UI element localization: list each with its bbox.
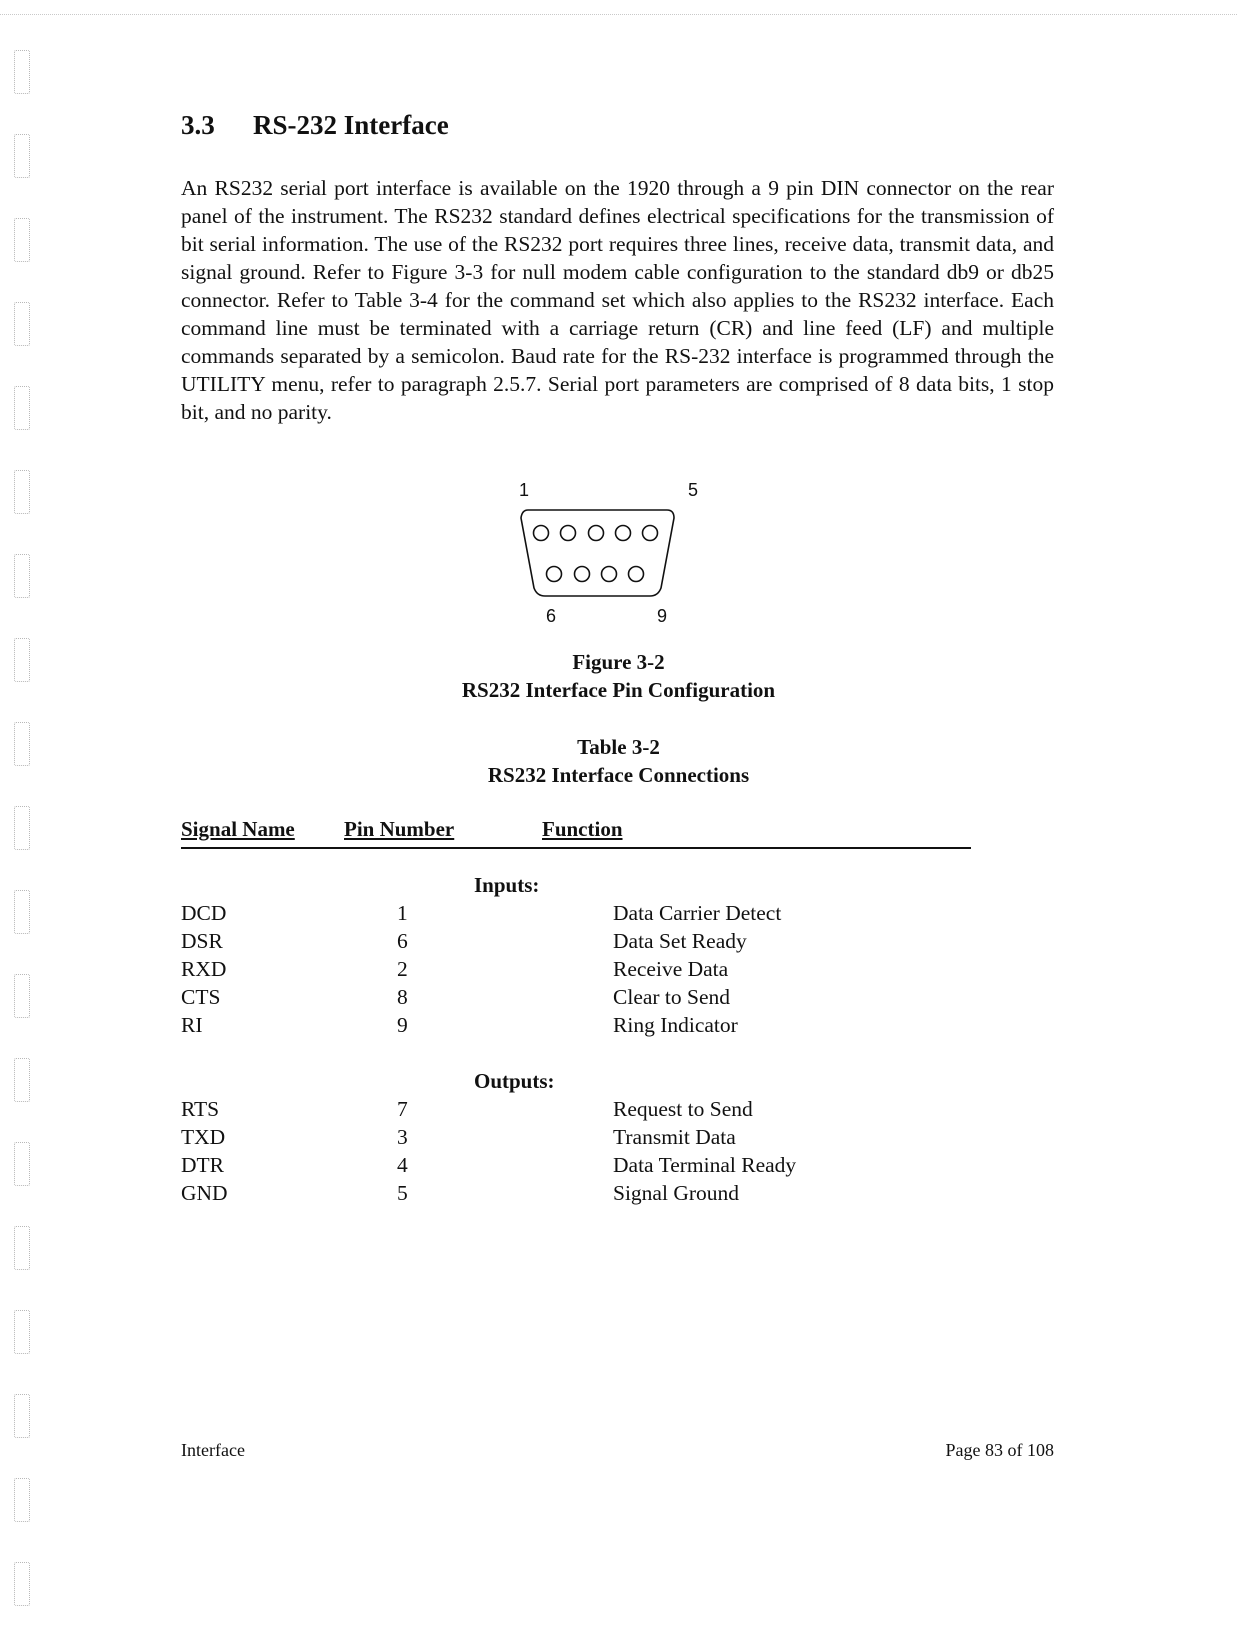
table-row <box>181 1181 981 1209</box>
binding-hole <box>14 1142 30 1186</box>
binding-hole <box>14 134 30 178</box>
binding-hole <box>14 974 30 1018</box>
header-signal-name: Signal Name <box>181 817 295 841</box>
section-title: RS-232 Interface <box>253 110 449 140</box>
function-cell: Transmit Data <box>613 1125 736 1149</box>
binding-hole <box>14 1394 30 1438</box>
table-row <box>181 901 981 929</box>
pin-number-cell: 4 <box>397 1153 408 1177</box>
footer-section-name: Interface <box>181 1440 245 1460</box>
pin-hole <box>547 567 562 582</box>
binding-hole <box>14 218 30 262</box>
section-number: 3.3 <box>181 110 215 140</box>
function-cell: Receive Data <box>613 957 729 981</box>
binding-holes <box>14 50 36 1646</box>
pin-hole <box>629 567 644 582</box>
outputs-group-label: Outputs: <box>474 1069 555 1093</box>
body-paragraph: An RS232 serial port interface is available on the 1920 through a 9 pin DIN connector on the rear panel of the instrument. The RS232 standard defines electrical specifications for the transmission of bit serial information. The use of the RS232 port requires three lines, receive data, transmit data, and signal ground. Refer to Figure 3-3 for null modem cable configuration to the standard db9 or db25 connector. Refer to Table 3-4 for the command set which also applies to the RS232 interface. Each command line must be terminated with a carriage return (CR) and line feed (LF) and multiple commands separated by a semicolon. Baud rate for the RS-232 interface is programmed through the UTILITY menu, refer to paragraph 2.5.7. Serial port parameters are comprised of 8 data bits, 1 stop bit, and no parity. <box>181 176 1054 424</box>
binding-hole <box>14 1058 30 1102</box>
binding-hole <box>14 1226 30 1270</box>
pin-hole <box>602 567 617 582</box>
function-cell: Data Set Ready <box>613 929 747 953</box>
function-cell: Data Carrier Detect <box>613 901 782 925</box>
binding-hole <box>14 806 30 850</box>
pin-label-5: 5 <box>688 480 699 500</box>
binding-hole <box>14 1478 30 1522</box>
inputs-group-label: Inputs: <box>474 873 540 897</box>
signal-name-cell: RXD <box>181 957 227 981</box>
table-caption-number: Table 3-2 <box>577 735 660 759</box>
pin-hole <box>589 526 604 541</box>
pin-hole <box>643 526 658 541</box>
footer-page-number: Page 83 of 108 <box>945 1440 1054 1460</box>
binding-hole <box>14 302 30 346</box>
binding-hole <box>14 1310 30 1354</box>
function-cell: Request to Send <box>613 1097 753 1121</box>
scan-top-edge <box>0 14 1237 15</box>
signal-name-cell: TXD <box>181 1125 226 1149</box>
pin-label-6: 6 <box>546 606 557 626</box>
header-pin-number: Pin Number <box>344 817 455 841</box>
function-cell: Clear to Send <box>613 985 731 1009</box>
pin-number-cell: 2 <box>397 957 408 981</box>
signal-name-cell: DTR <box>181 1153 224 1177</box>
pin-number-cell: 6 <box>397 929 408 953</box>
section-heading <box>181 110 449 141</box>
table-caption-title: RS232 Interface Connections <box>487 763 750 787</box>
db9-connector-icon <box>510 478 720 628</box>
pin-number-cell: 3 <box>397 1125 408 1149</box>
table-row <box>181 1097 981 1125</box>
signal-name-cell: CTS <box>181 985 221 1009</box>
figure-caption-title: RS232 Interface Pin Configuration <box>461 678 776 702</box>
function-cell: Data Terminal Ready <box>613 1153 797 1177</box>
function-cell: Ring Indicator <box>613 1013 738 1037</box>
pin-hole <box>534 526 549 541</box>
table-row <box>181 1013 981 1041</box>
binding-hole <box>14 386 30 430</box>
pin-number-cell: 9 <box>397 1013 408 1037</box>
pin-number-cell: 5 <box>397 1181 408 1205</box>
table-row <box>181 1153 981 1181</box>
rs232-connections-table <box>181 817 981 1205</box>
table-row <box>181 985 981 1013</box>
binding-hole <box>14 50 30 94</box>
signal-name-cell: RI <box>181 1013 203 1037</box>
table-row <box>181 957 981 985</box>
pin-hole <box>616 526 631 541</box>
binding-hole <box>14 1562 30 1606</box>
binding-hole <box>14 554 30 598</box>
binding-hole <box>14 890 30 934</box>
signal-name-cell: DSR <box>181 929 223 953</box>
pin-number-cell: 7 <box>397 1097 408 1121</box>
db9-connector-figure <box>510 478 720 628</box>
signal-name-cell: DCD <box>181 901 227 925</box>
signal-name-cell: RTS <box>181 1097 220 1121</box>
pin-hole <box>561 526 576 541</box>
header-function: Function <box>542 817 623 841</box>
signal-name-cell: GND <box>181 1181 228 1205</box>
figure-caption-number: Figure 3-2 <box>572 650 665 674</box>
pin-hole <box>575 567 590 582</box>
table-row <box>181 929 981 957</box>
binding-hole <box>14 470 30 514</box>
table-header-row <box>181 817 971 849</box>
pin-label-1: 1 <box>519 480 530 500</box>
pin-number-cell: 1 <box>397 901 408 925</box>
pin-label-9: 9 <box>657 606 668 626</box>
function-cell: Signal Ground <box>613 1181 740 1205</box>
pin-number-cell: 8 <box>397 985 408 1009</box>
table-row <box>181 1125 981 1153</box>
